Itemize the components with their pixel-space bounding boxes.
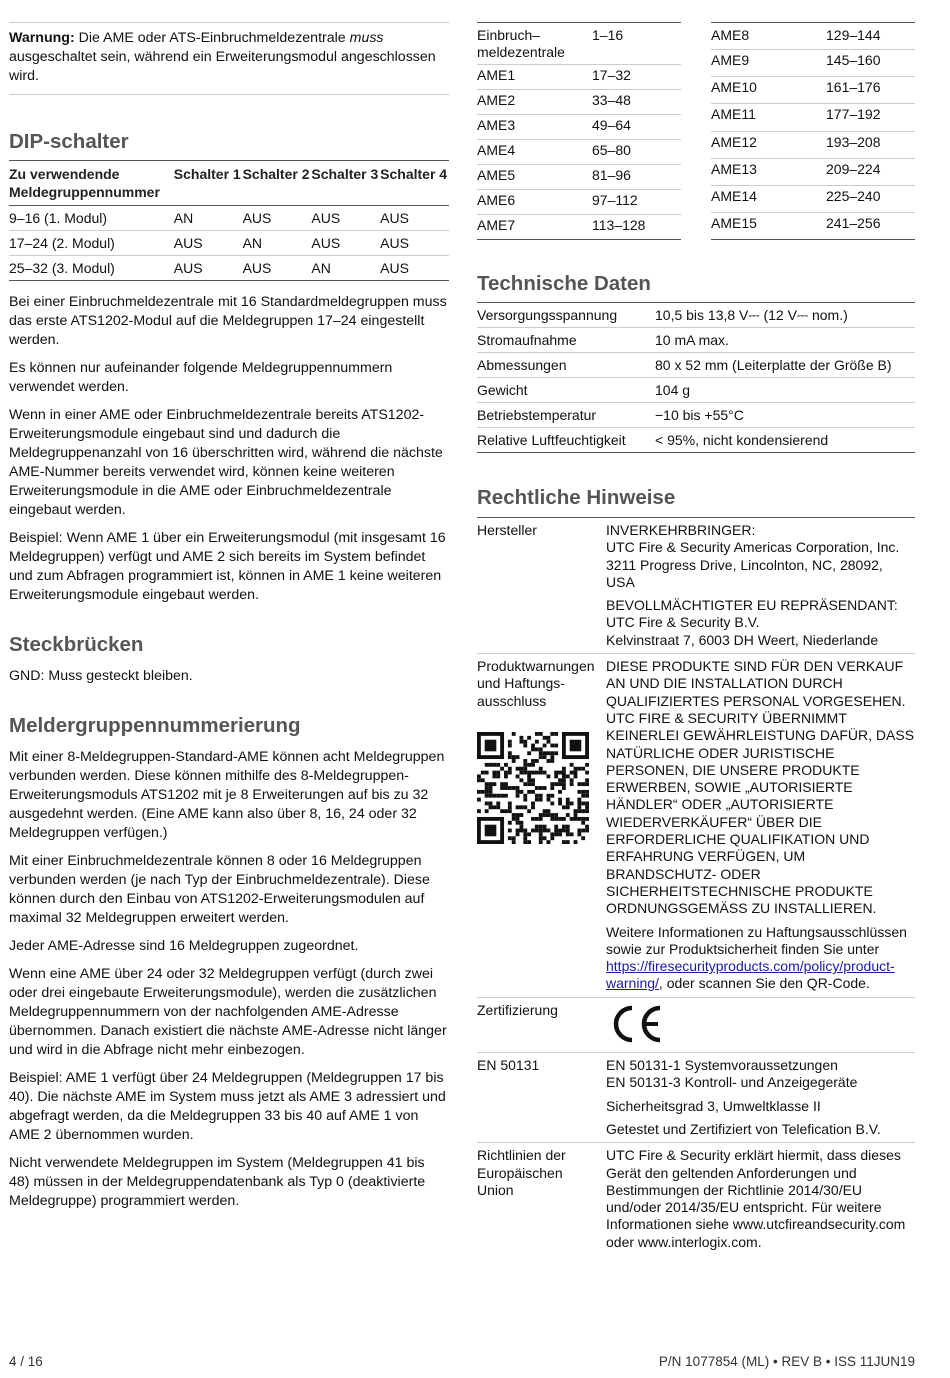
table-row [477,378,915,403]
table-cell: AUS [174,256,243,281]
table-cell: 25–32 (3. Modul) [9,256,174,281]
ame-range: 1–16 [592,23,681,65]
tech-value: 80 x 52 mm (Leiterplatte der Größe B) [655,353,915,378]
en-text-2: Sicherheitsgrad 3, Umweltklasse II [606,1097,821,1114]
ame-table-left [477,22,681,240]
table-cell: AN [311,256,380,281]
paragraph: Beispiel: Wenn AME 1 über ein Erweiterungsmodul (mit insgesamt 16 Meldegruppen) verfügt und AME 2 sich bereits im System befindet und zum Abfragen programmiert ist, können in AME 1 keine weiteren Erweiterungsmodule eingebaut werden. [9,530,446,603]
warnings-more-b: , oder scannen Sie den QR-Code. [658,975,870,992]
table-row [9,256,449,281]
table-row [477,303,915,328]
hersteller-text-2: BEVOLLMÄCHTIGTER EU REPRÄSENDANT: UTC Fire & Security B.V. Kelvinstraat 7, 6003 DH Weert, Niederlande [606,597,898,648]
ame-range: 145–160 [826,50,915,77]
table-row [711,23,915,50]
tech-value: 104 g [655,378,915,403]
table-row [477,190,681,215]
warnings-text: DIESE PRODUKTE SIND FÜR DEN VERKAUF AN UND DIE INSTALLATION DURCH QUALIFIZIERTES PERSONAL VORGESEHEN. UTC FIRE & SECURITY ÜBERNIMMT KEINERLEI GEWÄHRLEISTUNG DAFÜR, DASS NATÜRLICHE ODER JURISTISCHE PERSONEN, DIE UNSERE PRODUKTE ERWERBEN, SOWIE „AUTORISIERTE HÄNDLER“ ODER „AUTORISIERTE WIEDERVERKÄUFER“ ÜBER DIE ERFORDERLICHE QUALIFIKATION UND ERFAHRUNG VERFÜGEN, UM BRANDSCHUTZ- ODER SICHERHEITSTECHNISCHE PRODUKTE ORDNUNGSGEMÄSS ZU INSTALLIEREN. [606,658,915,917]
dip-header: Schalter 2 [243,161,312,206]
ame-range: 49–64 [592,115,681,140]
table-cell: AN [243,231,312,256]
ame-name: AME9 [711,50,826,77]
legal-row-en [477,1053,915,1143]
table-row [9,206,449,231]
table-row [477,165,681,190]
ame-name: AME8 [711,23,826,50]
ame-name: AME10 [711,77,826,104]
table-cell: AUS [243,206,312,231]
warning-box [9,22,449,95]
warning-label: Warnung: [9,30,75,46]
ame-name: AME4 [477,140,592,165]
table-cell: AUS [380,231,449,256]
tech-label: Abmessungen [477,353,655,378]
table-cell: 17–24 (2. Modul) [9,231,174,256]
table-row [477,23,681,65]
hersteller-text-1: INVERKEHRBRINGER: UTC Fire & Security Americas Corporation, Inc. 3211 Progress Drive, Lincolnton, NC, 28092, USA [606,522,900,590]
ame-name: AME13 [711,158,826,185]
ame-name: AME6 [477,190,592,215]
dip-table [9,160,449,281]
tech-heading: Technische Daten [477,272,651,295]
table-cell: AUS [380,256,449,281]
legal-row-cert [477,997,915,1052]
tech-value: 10 mA max. [655,328,915,353]
paragraph: Jeder AME-Adresse sind 16 Meldegruppen zugeordnet. [9,938,359,954]
table-row [477,90,681,115]
legal-table [477,517,915,1255]
warning-text-a: Die AME oder ATS-Einbruchmeldezentrale [74,30,350,46]
legal-label: Produktwarnungen und Haftungs-ausschluss [477,658,595,709]
paragraph: Mit einer 8-Meldegruppen-Standard-AME können acht Meldegruppen verbunden werden. Diese können mithilfe des 8-Meldegruppen-Erweiterungsmoduls ATS1202 mit je 8 Erweiterungen auf bis zu 32 ausgedehnt werden. (Eine AME kann also über 8, 16, 24 oder 32 Meldegruppen verfügen.) [9,749,445,841]
ame-name: AME11 [711,104,826,131]
ame-table-right [711,22,915,240]
tech-label: Versorgungsspannung [477,303,655,328]
ame-range: 17–32 [592,65,681,90]
ame-name: AME12 [711,131,826,158]
legal-label: Hersteller [477,518,606,654]
table-row [477,140,681,165]
tech-table [477,302,915,453]
paragraph: Wenn in einer AME oder Einbruchmeldezentrale bereits ATS1202-Erweiterungsmodule eingebaut sind und dadurch die Meldegruppenanzahl von 16 überschritten wird, während die nächste AME-Nummer bereits verwendet wird, können keine weiteren Erweiterungsmodule in die AME oder Einbruchmeldezentrale eingebaut werden. [9,407,443,518]
table-row [477,115,681,140]
table-row [711,185,915,212]
paragraph: Mit einer Einbruchmeldezentrale können 8 oder 16 Meldegruppen verbunden werden (je nach Typ der Einbruchmeldezentrale). Diese können durch den Einbau von ATS1202-Erweiterungsmodulen auf maximal 32 Meldegruppen erweitert werden. [9,853,430,926]
table-row [711,158,915,185]
steck-heading: Steckbrücken [9,633,144,656]
table-row [477,403,915,428]
paragraph: Wenn eine AME über 24 oder 32 Meldegruppen verfügt (durch zwei oder drei eingebaute Erweiterungsmodule), werden die zusätzlichen Meldegruppennummern von der nachfolgenden AME-Adresse übernommen. Danach existiert die nächste AME-Adresse nicht länger und wird in die Abfrage nicht mehr einbezogen. [9,966,447,1058]
table-row [477,328,915,353]
ame-name: AME2 [477,90,592,115]
table-cell: AUS [311,206,380,231]
ame-tables [477,22,915,240]
numm-heading: Meldergruppennummerierung [9,714,301,737]
tech-label: Gewicht [477,378,655,403]
legal-label: Richtlinien der Europäischen Union [477,1147,566,1198]
dip-header: Schalter 3 [311,161,380,206]
ame-range: 177–192 [826,104,915,131]
ame-name: AME14 [711,185,826,212]
legal-label: EN 50131 [477,1053,606,1143]
table-cell: AUS [380,206,449,231]
table-cell: AUS [311,231,380,256]
ce-mark-icon [606,1004,666,1044]
legal-heading: Rechtliche Hinweise [477,486,676,509]
ame-name: AME7 [477,215,592,240]
table-cell: AUS [174,231,243,256]
ame-range: 113–128 [592,215,681,240]
tech-label: Betriebstemperatur [477,403,655,428]
paragraph: Beispiel: AME 1 verfügt über 24 Meldegruppen (Meldegruppen 17 bis 40). Die nächste AME im System muss jetzt als AME 3 adressiert und abgefragt werden, da die Meldegruppen 33 bis 40 auf AME 1 von AME 2 übernommen wurden. [9,1070,446,1143]
table-row [711,104,915,131]
tech-value: 10,5 bis 13,8 V⎓ (12 V⎓ nom.) [655,303,915,328]
ame-range: 33–48 [592,90,681,115]
steck-text: GND: Muss gesteckt bleiben. [9,668,193,684]
dip-header: Schalter 1 [174,161,243,206]
policy-link[interactable]: https://firesecurityproducts.com/policy/product-warning/ [606,958,895,992]
table-row [9,231,449,256]
legal-row-warnings [477,654,915,998]
ame-range: 81–96 [592,165,681,190]
table-row [477,428,915,453]
part-number: P/N 1077854 (ML) • REV B • ISS 11JUN19 [658,1354,915,1369]
ame-range: 209–224 [826,158,915,185]
tech-label: Relative Luftfeuchtigkeit [477,428,655,453]
ame-range: 161–176 [826,77,915,104]
table-cell: AN [174,206,243,231]
tech-label: Stromaufnahme [477,328,655,353]
ame-range: 129–144 [826,23,915,50]
qr-code-icon [477,732,589,844]
table-row [477,65,681,90]
ame-range: 65–80 [592,140,681,165]
numm-paragraphs [9,748,449,1211]
legal-row-eu [477,1143,915,1255]
paragraph: Es können nur aufeinander folgende Meldegruppennummern verwendet werden. [9,360,393,395]
ame-range: 193–208 [826,131,915,158]
table-cell: 9–16 (1. Modul) [9,206,174,231]
right-column [477,22,915,1255]
paragraph: Nicht verwendete Meldegruppen im System (Meldegruppen 41 bis 48) müssen in der Meldegruppendatenbank als Typ 0 (deaktivierte Meldegruppe) programmiert werden. [9,1155,426,1209]
table-row [711,212,915,239]
ame-range: 241–256 [826,212,915,239]
dip-header: Schalter 4 [380,161,449,206]
warning-text-b: ausgeschaltet sein, während ein Erweiterungsmodul angeschlossen wird. [9,49,436,84]
paragraph: Bei einer Einbruchmeldezentrale mit 16 Standardmeldegruppen muss das erste ATS1202-Modul auf die Meldegruppen 17–24 eingestellt werden. [9,294,447,348]
eu-text: UTC Fire & Security erklärt hiermit, dass dieses Gerät den geltenden Anforderungen und Bestimmungen der Richtlinie 2014/30/EU und/oder 2014/35/EU entspricht. Für weitere Informationen siehe www.utcfireandsecurity.com oder www.interlogix.com. [606,1147,906,1250]
ame-range: 97–112 [592,190,681,215]
dip-header: Zu verwendende Meldegruppennummer [9,161,174,206]
dip-heading: DIP-schalter [9,130,129,153]
warnings-more-a: Weitere Informationen zu Haftungsausschlüssen sowie zur Produktsicherheit finden Sie unter [606,923,907,957]
table-row [477,215,681,240]
warnings-more [606,924,915,993]
legal-label: Zertifizierung [477,997,606,1052]
left-column [9,22,449,1220]
page-number: 4 / 16 [9,1354,43,1369]
ame-range: 225–240 [826,185,915,212]
table-row [477,353,915,378]
ame-name: AME1 [477,65,592,90]
ame-name: Einbruch– meldezentrale [477,23,592,65]
table-cell: AUS [243,256,312,281]
tech-value: −10 bis +55°C [655,403,915,428]
table-row [711,77,915,104]
en-text-3: Getestet und Zertifiziert von Telefication B.V. [606,1120,881,1137]
legal-row-hersteller [477,518,915,654]
warning-emphasis: muss [349,30,384,46]
ame-name: AME5 [477,165,592,190]
dip-paragraphs [9,293,449,605]
table-row [711,131,915,158]
table-row [711,50,915,77]
ame-name: AME3 [477,115,592,140]
en-text-1: EN 50131-1 Systemvoraussetzungen EN 50131-3 Kontroll- und Anzeigegeräte [606,1057,858,1091]
tech-value: < 95%, nicht kondensierend [655,428,915,453]
ame-name: AME15 [711,212,826,239]
